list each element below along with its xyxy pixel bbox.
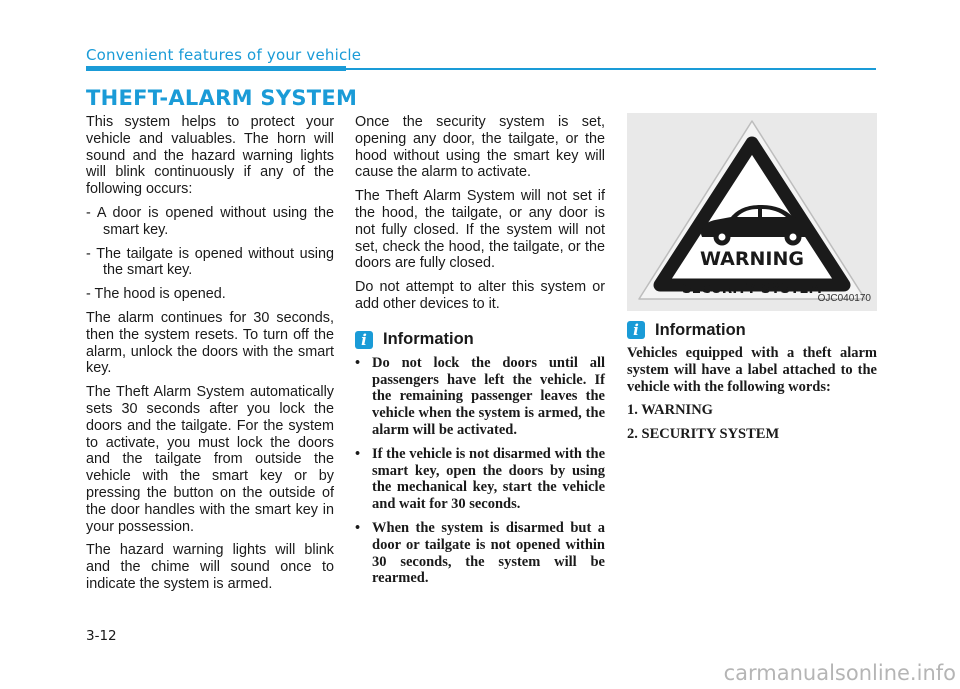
section-header: Convenient features of your vehicle	[86, 46, 362, 64]
label-word-item: 2. SECURITY SYSTEM	[627, 426, 780, 443]
paragraph: The alarm continues for 30 seconds, then the system resets. To turn off the alarm, unlock the doors with the smart key.	[86, 309, 334, 377]
column-2	[355, 114, 605, 594]
list-item: • Do not lock the doors until all passengers have left the vehicle. If the remaining passenger leaves the vehicle when the system is armed, the alarm will be activated.	[355, 354, 605, 438]
list-item: • When the system is disarmed but a door or tailgate is not opened within 30 seconds, the system will be rearmed.	[355, 519, 605, 587]
figure-code: OJC040170	[817, 293, 871, 305]
watermark: carmanualsonline.info	[723, 661, 956, 685]
paragraph: Do not attempt to alter this system or add other devices to it.	[355, 279, 605, 312]
column-3	[627, 113, 877, 450]
label-word-item: 1. WARNING	[627, 402, 713, 419]
security-system-label: SECURITY SYSTEM	[681, 281, 823, 297]
information-title: Information	[383, 330, 474, 349]
paragraph: The Theft Alarm System will not set if the hood, the tailgate, or any door is not fully closed. If the system will not set, check the hood, the tailgate, or the doors are fully closed.	[355, 188, 605, 272]
paragraph: The hazard warning lights will blink and the chime will sound once to indicate the system is armed.	[86, 542, 334, 592]
condition-item: - The tailgate is opened without using the smart key.	[86, 245, 335, 279]
information-list	[355, 355, 605, 587]
header-bar	[86, 66, 346, 71]
warning-label: WARNING	[700, 248, 804, 270]
intro-paragraph: This system helps to protect your vehicle and valuables. The horn will sound and the hazard warning lights will blink continuously if any of the following occurs:	[86, 114, 334, 198]
information-heading	[627, 321, 877, 339]
information-title: Information	[655, 320, 746, 339]
info-icon: i	[355, 331, 373, 349]
page-number: 3-12	[86, 628, 117, 644]
column-1	[86, 114, 334, 600]
paragraph: The Theft Alarm System automatically sets 30 seconds after you lock the doors and the tailgate. For the system to activate, you must lock the doors and the tailgate from outside the vehicle with the smart key or by pressing the button on the outside of the door handles with the smart key in your possession.	[86, 384, 334, 535]
paragraph: Once the security system is set, opening any door, the tailgate, or the hood without using the smart key will cause the alarm to activate.	[355, 114, 605, 181]
information-heading	[355, 331, 605, 349]
security-label-figure	[627, 113, 877, 311]
info-icon: i	[627, 321, 645, 339]
information-text: Vehicles equipped with a theft alarm system will have a label attached to the vehicle with the following words:	[627, 345, 877, 395]
page-title: THEFT-ALARM SYSTEM	[86, 86, 358, 110]
condition-item: - The hood is opened.	[86, 286, 226, 303]
header-rule	[346, 68, 876, 70]
warning-triangle-illustration	[627, 113, 877, 311]
list-item: • If the vehicle is not disarmed with the smart key, open the doors by using the mechanical key, start the vehicle and wait for 30 seconds.	[355, 445, 605, 513]
condition-item: - A door is opened without using the smart key.	[86, 204, 335, 238]
